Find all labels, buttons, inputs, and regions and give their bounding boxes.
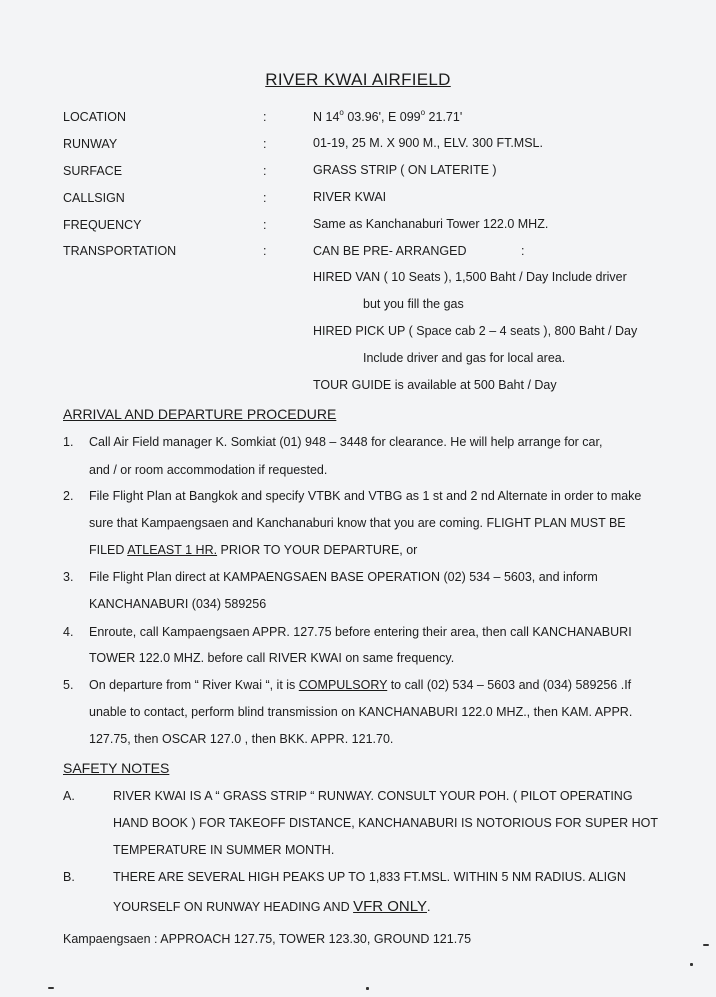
item-5-line-3: 127.75, then OSCAR 127.0 , then BKK. APPR. 121.70. (89, 732, 394, 746)
item-4-line-2: TOWER 122.0 MHZ. before call RIVER KWAI on same frequency. (89, 651, 455, 665)
frequency-value: Same as Kanchanaburi Tower 122.0 MHZ. (313, 217, 549, 231)
frequency-label: FREQUENCY (63, 218, 142, 232)
safety-a-line-3: TEMPERATURE IN SUMMER MONTH. (113, 843, 335, 857)
pickup-line-2: Include driver and gas for local area. (363, 351, 566, 365)
item-4-line-1: Enroute, call Kampaengsaen APPR. 127.75 before entering their area, then call KANCHANABURI (89, 625, 632, 639)
callsign-colon: : (263, 191, 267, 205)
van-line-2: but you fill the gas (363, 297, 464, 311)
tour-guide-line: TOUR GUIDE is available at 500 Baht / Day (313, 378, 557, 392)
pickup-line-1: HIRED PICK UP ( Space cab 2 – 4 seats ), 800 Baht / Day (313, 324, 638, 338)
item-5-line-1: On departure from “ River Kwai “, it is COMPULSORY to call (02) 534 – 5603 and (034) 589256 .If (89, 678, 632, 692)
item-2-number: 2. (63, 489, 74, 503)
transportation-colon: : (263, 244, 267, 258)
frequency-colon: : (263, 218, 267, 232)
item-1-line-1: Call Air Field manager K. Somkiat (01) 948 – 3448 for clearance. He will help arrange for car, (89, 435, 603, 449)
safety-b-line-1: THERE ARE SEVERAL HIGH PEAKS UP TO 1,833 FT.MSL. WITHIN 5 NM RADIUS. ALIGN (113, 870, 626, 884)
location-colon: : (263, 110, 267, 124)
item-1-line-2: and / or room accommodation if requested. (89, 463, 328, 477)
item-4-number: 4. (63, 625, 74, 639)
safety-b-line-2: YOURSELF ON RUNWAY HEADING AND VFR ONLY. (113, 898, 431, 915)
scan-speck (703, 944, 709, 946)
runway-colon: : (263, 137, 267, 151)
surface-colon: : (263, 164, 267, 178)
safety-a-letter: A. (63, 789, 75, 803)
item-3-line-1: File Flight Plan direct at KAMPAENGSAEN BASE OPERATION (02) 534 – 5603, and inform (89, 570, 598, 584)
callsign-value: RIVER KWAI (313, 190, 387, 204)
safety-a-line-2: HAND BOOK ) FOR TAKEOFF DISTANCE, KANCHANABURI IS NOTORIOUS FOR SUPER HOT (113, 816, 658, 830)
van-line-1: HIRED VAN ( 10 Seats ), 1,500 Baht / Day Include driver (313, 270, 627, 284)
scan-speck (690, 963, 693, 966)
safety-heading: SAFETY NOTES (63, 760, 170, 776)
surface-label: SURFACE (63, 164, 123, 178)
item-2-line-2: sure that Kampaengsaen and Kanchanaburi know that you are coming. FLIGHT PLAN MUST BE (89, 516, 626, 530)
item-3-line-2: KANCHANABURI (034) 589256 (89, 597, 267, 611)
document-title: RIVER KWAI AIRFIELD (265, 70, 451, 89)
item-2-line-3: FILED ATLEAST 1 HR. PRIOR TO YOUR DEPARTURE, or (89, 543, 418, 557)
callsign-label: CALLSIGN (63, 191, 125, 205)
item-2-line-1: File Flight Plan at Bangkok and specify VTBK and VTBG as 1 st and 2 nd Alternate in order to make (89, 489, 642, 503)
item-5-line-2: unable to contact, perform blind transmission on KANCHANABURI 122.0 MHZ., then KAM. APPR. (89, 705, 633, 719)
item-5-number: 5. (63, 678, 74, 692)
arrival-heading: ARRIVAL AND DEPARTURE PROCEDURE (63, 406, 337, 422)
runway-value: 01-19, 25 M. X 900 M., ELV. 300 FT.MSL. (313, 136, 543, 150)
safety-b-letter: B. (63, 870, 75, 884)
surface-value: GRASS STRIP ( ON LATERITE ) (313, 163, 497, 177)
scan-speck (48, 987, 54, 989)
transportation-value: CAN BE PRE- ARRANGED (313, 244, 467, 258)
transportation-label: TRANSPORTATION (63, 244, 177, 258)
transportation-mark: : (521, 244, 525, 258)
location-value: N 14$^o$ 03.96', E 099$^o$ 21.71' (313, 108, 463, 124)
runway-label: RUNWAY (63, 137, 118, 151)
location-label: LOCATION (63, 110, 126, 124)
scan-speck (366, 987, 369, 990)
safety-a-line-1: RIVER KWAI IS A “ GRASS STRIP “ RUNWAY. CONSULT YOUR POH. ( PILOT OPERATING (113, 789, 633, 803)
footer-frequencies: Kampaengsaen : APPROACH 127.75, TOWER 123.30, GROUND 121.75 (63, 932, 472, 946)
item-1-number: 1. (63, 435, 74, 449)
item-3-number: 3. (63, 570, 74, 584)
